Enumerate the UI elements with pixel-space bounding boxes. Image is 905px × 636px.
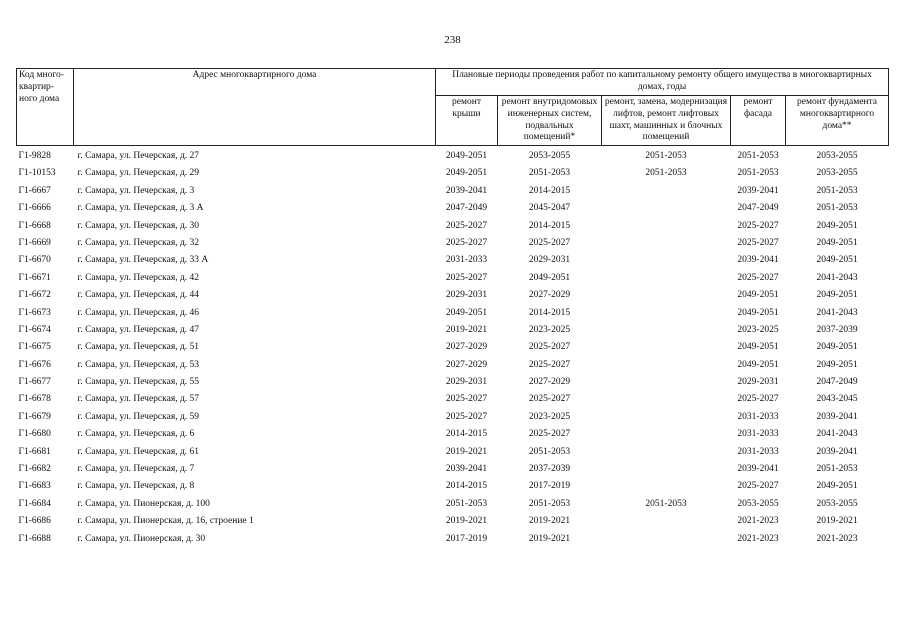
cell-systems: 2023-2025 <box>528 324 571 335</box>
table-row <box>17 340 889 357</box>
cell-code: Г1-9828 <box>18 151 51 161</box>
cell-foundation: 2047-2049 <box>816 377 858 388</box>
table-row <box>17 374 889 391</box>
cell-elevators <box>602 270 731 287</box>
cell-roof: 2049-2051 <box>445 151 488 161</box>
cell-address: г. Самара, ул. Печерская, д. 53 <box>77 359 200 370</box>
table-row <box>17 392 889 409</box>
cell-foundation: 2053-2055 <box>816 168 858 179</box>
cell-address: г. Самара, ул. Печерская, д. 55 <box>77 377 200 388</box>
cell-roof: 2029-2031 <box>445 290 488 301</box>
cell-foundation: 2019-2021 <box>816 516 858 527</box>
cell-address: г. Самара, ул. Печерская, д. 59 <box>77 411 200 422</box>
table-row <box>17 496 889 513</box>
cell-roof: 2019-2021 <box>445 516 488 527</box>
cell-systems: 2051-2053 <box>528 446 571 457</box>
cell-roof: 2027-2029 <box>445 342 488 353</box>
cell-roof: 2019-2021 <box>445 446 488 457</box>
header-facade: ремонт фасада <box>731 95 786 146</box>
table-row <box>17 183 889 200</box>
cell-roof: 2025-2027 <box>445 272 488 283</box>
cell-systems: 2025-2027 <box>528 394 571 405</box>
cell-code: Г1-6677 <box>18 377 51 388</box>
cell-address: г. Самара, ул. Печерская, д. 3 А <box>77 203 204 214</box>
cell-code: Г1-6679 <box>18 411 51 422</box>
cell-systems: 2017-2019 <box>528 481 571 492</box>
cell-elevators <box>602 305 731 322</box>
cell-elevators: 2051-2053 <box>645 151 687 161</box>
cell-systems: 2025-2027 <box>528 342 571 353</box>
cell-systems: 2049-2051 <box>528 272 571 283</box>
cell-code: Г1-6675 <box>18 342 51 353</box>
cell-address: г. Самара, ул. Печерская, д. 46 <box>77 307 200 318</box>
cell-address: г. Самара, ул. Пионерская, д. 100 <box>77 498 210 509</box>
cell-roof: 2025-2027 <box>445 411 488 422</box>
table-row <box>17 409 889 426</box>
cell-address: г. Самара, ул. Печерская, д. 7 <box>77 464 195 475</box>
table-row <box>17 444 889 461</box>
cell-facade: 2047-2049 <box>737 203 779 214</box>
cell-facade: 2025-2027 <box>737 237 779 248</box>
table-row <box>17 531 889 548</box>
cell-elevators <box>602 427 731 444</box>
table-row <box>17 479 889 496</box>
cell-facade: 2049-2051 <box>737 342 779 353</box>
cell-facade: 2031-2033 <box>737 411 779 422</box>
cell-code: Г1-6673 <box>18 307 51 318</box>
cell-code: Г1-6666 <box>18 203 51 214</box>
cell-code: Г1-6686 <box>18 516 51 527</box>
cell-roof: 2014-2015 <box>445 481 488 492</box>
cell-foundation: 2021-2023 <box>816 533 858 544</box>
header-systems: ремонт внутридомовых инженерных систем, подвальных помещений* <box>498 95 602 146</box>
cell-roof: 2025-2027 <box>445 220 488 231</box>
table-row <box>17 357 889 374</box>
cell-code: Г1-6678 <box>18 394 51 405</box>
cell-code: Г1-6667 <box>18 185 51 196</box>
cell-roof: 2049-2051 <box>445 168 488 179</box>
cell-facade: 2051-2053 <box>737 168 779 179</box>
cell-elevators <box>602 322 731 339</box>
cell-systems: 2027-2029 <box>528 290 571 301</box>
cell-elevators <box>602 374 731 391</box>
cell-elevators <box>602 218 731 235</box>
cell-foundation: 2049-2051 <box>816 481 858 492</box>
cell-code: Г1-6671 <box>18 272 51 283</box>
cell-address: г. Самара, ул. Печерская, д. 27 <box>77 151 200 161</box>
table-row <box>17 235 889 252</box>
cell-roof: 2019-2021 <box>445 324 488 335</box>
cell-systems: 2019-2021 <box>528 533 571 544</box>
cell-code: Г1-6669 <box>18 237 51 248</box>
cell-foundation: 2049-2051 <box>816 220 858 231</box>
table-row <box>17 253 889 270</box>
cell-systems: 2037-2039 <box>528 464 571 475</box>
cell-roof: 2025-2027 <box>445 237 488 248</box>
cell-address: г. Самара, ул. Печерская, д. 61 <box>77 446 200 457</box>
cell-facade: 2039-2041 <box>737 255 779 266</box>
cell-roof: 2027-2029 <box>445 359 488 370</box>
cell-roof: 2014-2015 <box>445 429 488 440</box>
cell-foundation: 2049-2051 <box>816 290 858 301</box>
cell-code: Г1-6681 <box>18 446 51 457</box>
cell-address: г. Самара, ул. Печерская, д. 32 <box>77 237 200 248</box>
cell-systems: 2051-2053 <box>528 498 571 509</box>
cell-address: г. Самара, ул. Печерская, д. 51 <box>77 342 200 353</box>
cell-facade: 2021-2023 <box>737 516 779 527</box>
cell-systems: 2014-2015 <box>528 220 571 231</box>
cell-systems: 2019-2021 <box>528 516 571 527</box>
table-row <box>17 218 889 235</box>
cell-facade: 2029-2031 <box>737 377 779 388</box>
cell-facade: 2039-2041 <box>737 185 779 196</box>
cell-address: г. Самара, ул. Печерская, д. 42 <box>77 272 200 283</box>
cell-elevators <box>602 357 731 374</box>
cell-facade: 2049-2051 <box>737 359 779 370</box>
table-header <box>17 69 889 146</box>
cell-systems: 2045-2047 <box>528 203 571 214</box>
cell-address: г. Самара, ул. Печерская, д. 33 А <box>77 255 209 266</box>
cell-address: г. Самара, ул. Пионерская, д. 16, строение 1 <box>77 516 254 527</box>
cell-address: г. Самара, ул. Печерская, д. 30 <box>77 220 200 231</box>
cell-foundation: 2051-2053 <box>816 185 858 196</box>
cell-facade: 2031-2033 <box>737 429 779 440</box>
cell-facade: 2051-2053 <box>737 151 779 161</box>
cell-roof: 2029-2031 <box>445 377 488 388</box>
cell-address: г. Самара, ул. Печерская, д. 44 <box>77 290 200 301</box>
cell-facade: 2039-2041 <box>737 464 779 475</box>
cell-roof: 2039-2041 <box>445 464 488 475</box>
header-code: Код много-квартир-ного дома <box>17 69 74 146</box>
cell-elevators <box>602 287 731 304</box>
cell-elevators <box>602 531 731 548</box>
table-row <box>17 287 889 304</box>
cell-elevators <box>602 444 731 461</box>
cell-elevators <box>602 253 731 270</box>
cell-systems: 2025-2027 <box>528 359 571 370</box>
table-row <box>17 513 889 530</box>
cell-code: Г1-10153 <box>18 168 56 179</box>
cell-roof: 2051-2053 <box>445 498 488 509</box>
cell-elevators <box>602 392 731 409</box>
table-row <box>17 461 889 478</box>
cell-elevators <box>602 340 731 357</box>
cell-facade: 2031-2033 <box>737 446 779 457</box>
cell-roof: 2025-2027 <box>445 394 488 405</box>
cell-foundation: 2039-2041 <box>816 411 858 422</box>
cell-code: Г1-6688 <box>18 533 51 544</box>
cell-facade: 2025-2027 <box>737 481 779 492</box>
cell-roof: 2017-2019 <box>445 533 488 544</box>
cell-elevators <box>602 235 731 252</box>
header-planned-periods: Плановые периоды проведения работ по капитальному ремонту общего имущества в многоквартирных домах, годы <box>436 69 889 96</box>
table-row <box>17 427 889 444</box>
capital-repair-table <box>16 68 889 548</box>
cell-facade: 2023-2025 <box>737 324 779 335</box>
cell-elevators <box>602 513 731 530</box>
header-foundation: ремонт фундамента многоквартирного дома** <box>786 95 889 146</box>
cell-foundation: 2051-2053 <box>816 464 858 475</box>
cell-facade: 2021-2023 <box>737 533 779 544</box>
cell-facade: 2049-2051 <box>737 307 779 318</box>
cell-facade: 2053-2055 <box>737 498 779 509</box>
cell-systems: 2023-2025 <box>528 411 571 422</box>
table-row <box>17 146 889 166</box>
cell-systems: 2029-2031 <box>528 255 571 266</box>
cell-elevators <box>602 200 731 217</box>
cell-foundation: 2051-2053 <box>816 203 858 214</box>
cell-elevators: 2051-2053 <box>645 498 687 509</box>
cell-foundation: 2041-2043 <box>816 429 858 440</box>
cell-roof: 2047-2049 <box>445 203 488 214</box>
header-elevators: ремонт, замена, модернизация лифтов, ремонт лифтовых шахт, машинных и блочных помещений <box>602 95 731 146</box>
cell-systems: 2014-2015 <box>528 185 571 196</box>
cell-foundation: 2041-2043 <box>816 307 858 318</box>
cell-address: г. Самара, ул. Печерская, д. 8 <box>77 481 195 492</box>
cell-address: г. Самара, ул. Пионерская, д. 30 <box>77 533 206 544</box>
cell-code: Г1-6674 <box>18 324 51 335</box>
cell-roof: 2031-2033 <box>445 255 488 266</box>
cell-systems: 2051-2053 <box>528 168 571 179</box>
cell-foundation: 2049-2051 <box>816 359 858 370</box>
header-address: Адрес многоквартирного дома <box>74 69 436 146</box>
cell-foundation: 2043-2045 <box>816 394 858 405</box>
cell-elevators <box>602 461 731 478</box>
table-row <box>17 270 889 287</box>
cell-foundation: 2049-2051 <box>816 342 858 353</box>
cell-foundation: 2049-2051 <box>816 255 858 266</box>
cell-code: Г1-6682 <box>18 464 51 475</box>
cell-address: г. Самара, ул. Печерская, д. 6 <box>77 429 195 440</box>
cell-address: г. Самара, ул. Печерская, д. 3 <box>77 185 195 196</box>
page-number: 238 <box>444 34 461 46</box>
cell-code: Г1-6680 <box>18 429 51 440</box>
cell-code: Г1-6676 <box>18 359 51 370</box>
table-row <box>17 322 889 339</box>
cell-foundation: 2039-2041 <box>816 446 858 457</box>
cell-code: Г1-6683 <box>18 481 51 492</box>
cell-foundation: 2041-2043 <box>816 272 858 283</box>
cell-code: Г1-6670 <box>18 255 51 266</box>
cell-elevators: 2051-2053 <box>645 168 687 179</box>
cell-systems: 2025-2027 <box>528 429 571 440</box>
cell-foundation: 2053-2055 <box>816 498 858 509</box>
cell-foundation: 2049-2051 <box>816 237 858 248</box>
cell-systems: 2014-2015 <box>528 307 571 318</box>
cell-foundation: 2053-2055 <box>816 151 858 161</box>
cell-foundation: 2037-2039 <box>816 324 858 335</box>
cell-roof: 2039-2041 <box>445 185 488 196</box>
header-roof: ремонт крыши <box>436 95 498 146</box>
table-body <box>17 146 889 548</box>
cell-elevators <box>602 409 731 426</box>
cell-address: г. Самара, ул. Печерская, д. 47 <box>77 324 200 335</box>
cell-code: Г1-6684 <box>18 498 51 509</box>
cell-systems: 2025-2027 <box>528 237 571 248</box>
cell-systems: 2027-2029 <box>528 377 571 388</box>
cell-facade: 2049-2051 <box>737 290 779 301</box>
table-row <box>17 305 889 322</box>
cell-facade: 2025-2027 <box>737 394 779 405</box>
cell-systems: 2053-2055 <box>528 151 571 161</box>
cell-code: Г1-6672 <box>18 290 51 301</box>
table-row <box>17 166 889 183</box>
cell-elevators <box>602 479 731 496</box>
cell-facade: 2025-2027 <box>737 220 779 231</box>
cell-elevators <box>602 183 731 200</box>
cell-facade: 2025-2027 <box>737 272 779 283</box>
cell-code: Г1-6668 <box>18 220 51 231</box>
cell-address: г. Самара, ул. Печерская, д. 29 <box>77 168 200 179</box>
table-row <box>17 200 889 217</box>
cell-address: г. Самара, ул. Печерская, д. 57 <box>77 394 200 405</box>
cell-roof: 2049-2051 <box>445 307 488 318</box>
